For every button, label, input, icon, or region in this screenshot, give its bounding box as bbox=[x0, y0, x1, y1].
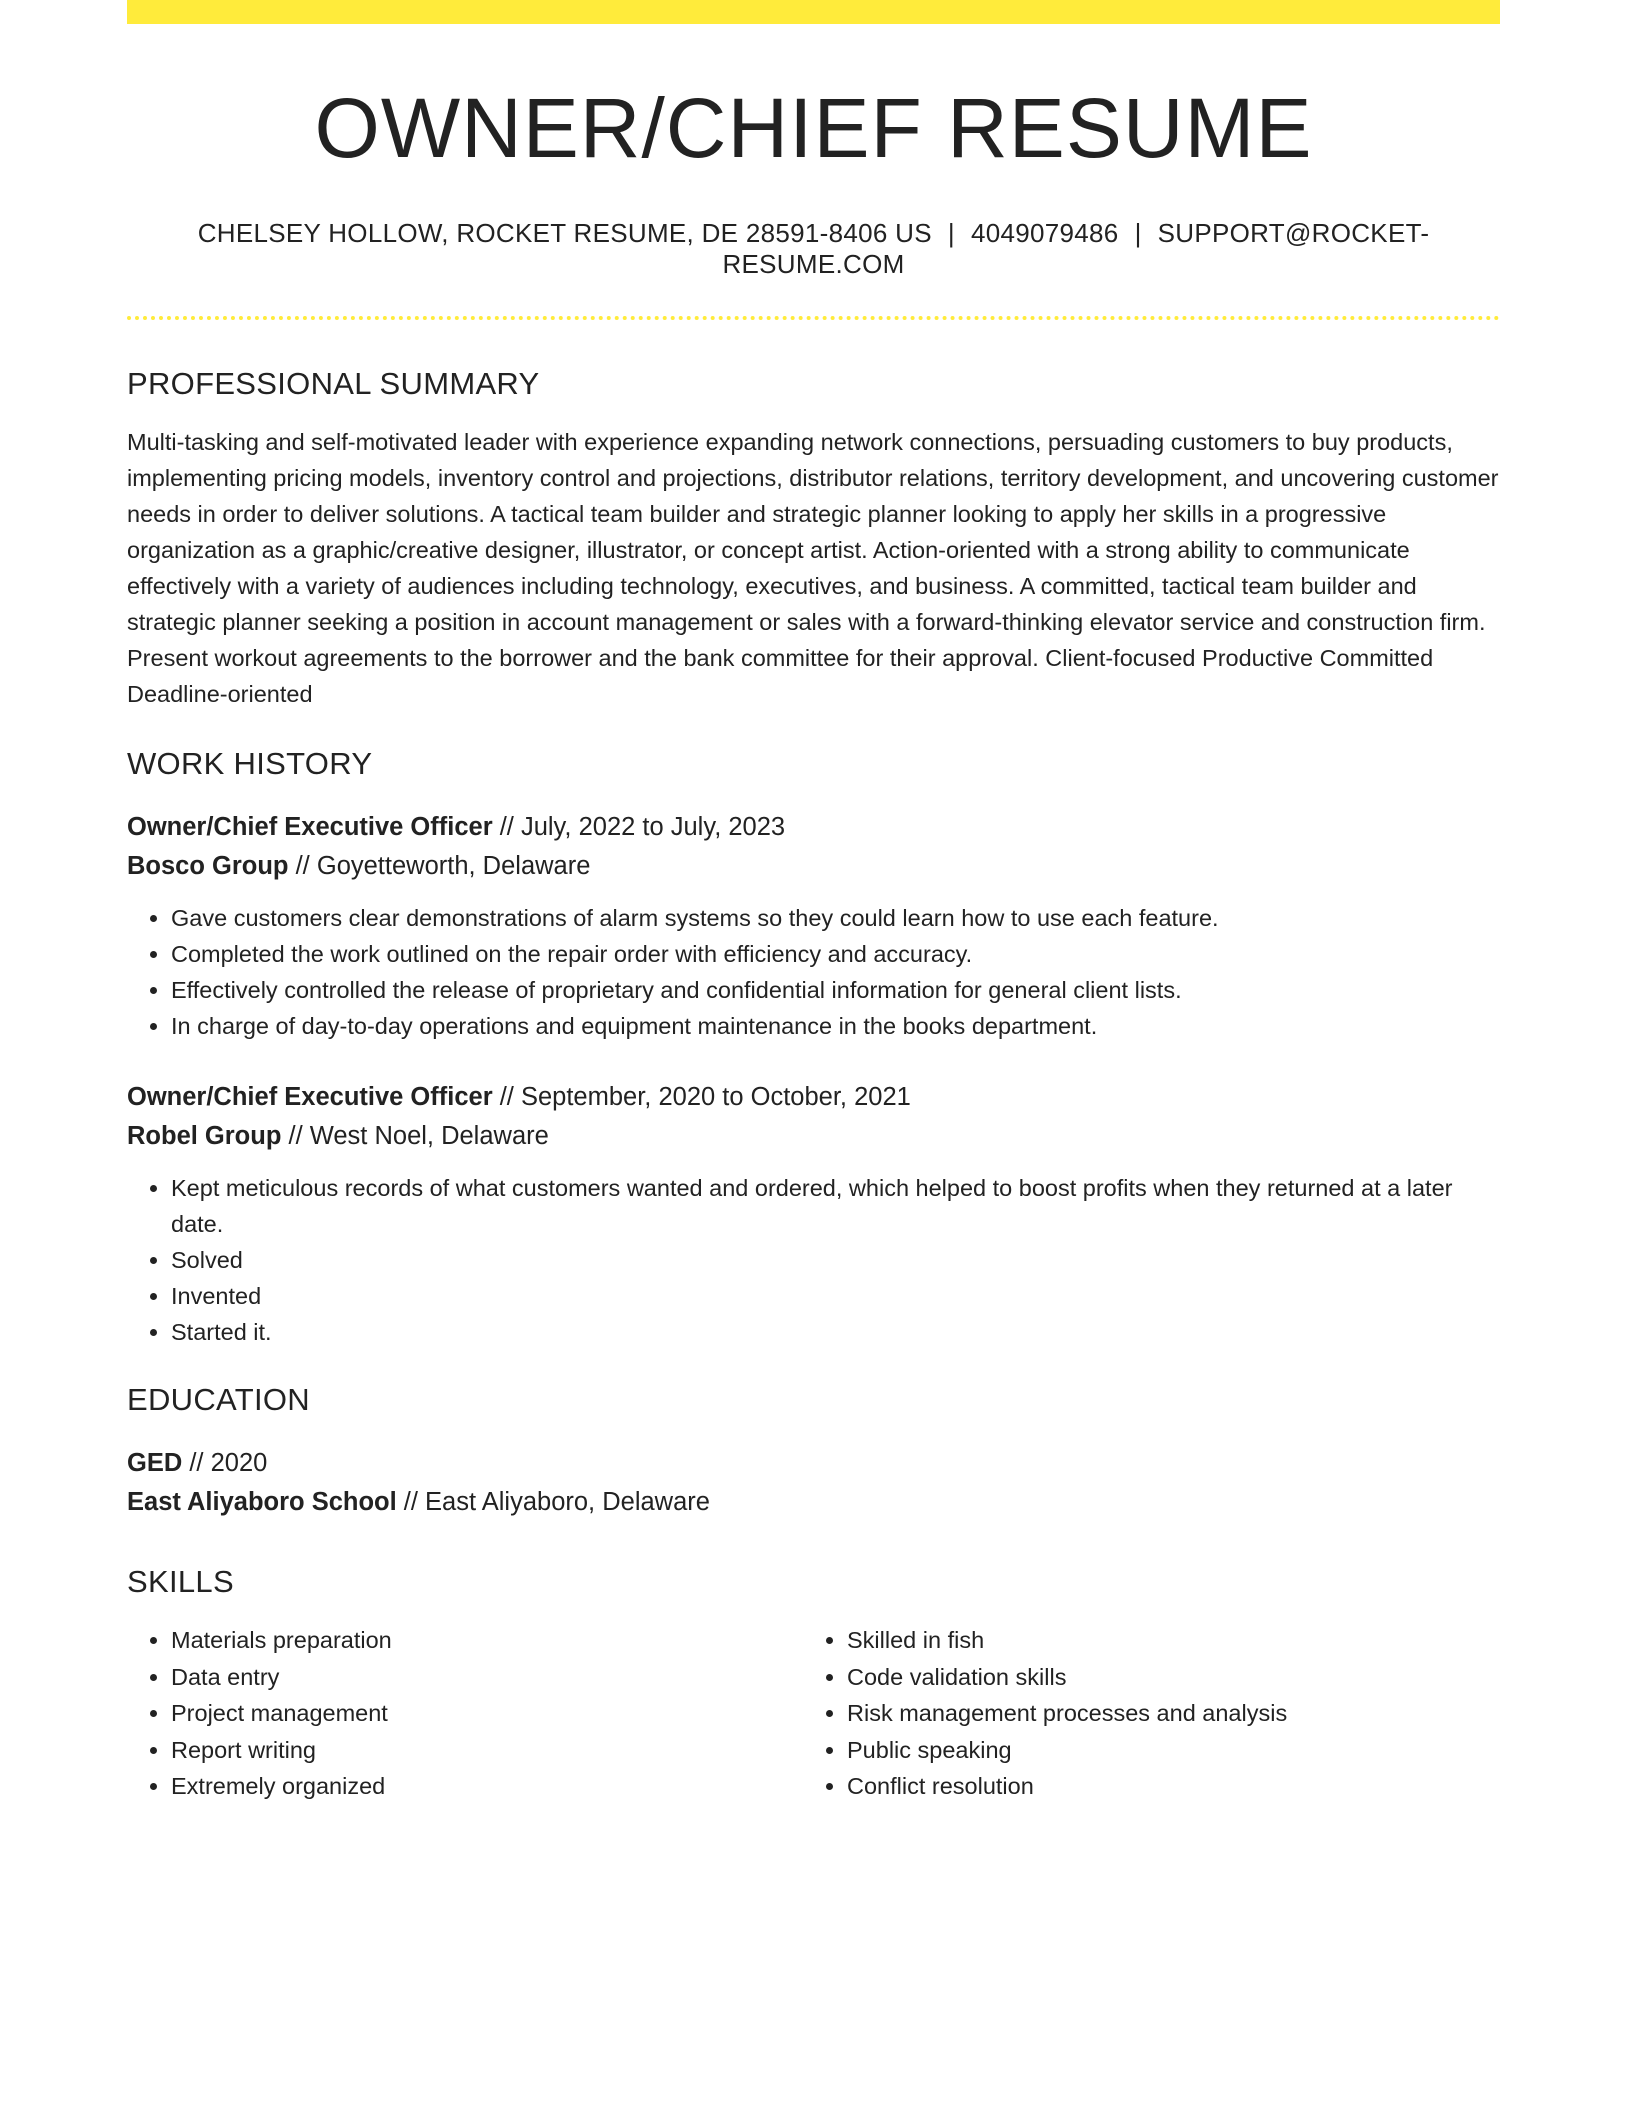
skill-item: • Code validation skills bbox=[847, 1659, 1479, 1696]
job-location: // West Noel, Delaware bbox=[281, 1122, 549, 1151]
skill-item: • Public speaking bbox=[847, 1732, 1479, 1769]
job-bullet: • Solved bbox=[171, 1242, 1500, 1278]
job-role: Owner/Chief Executive Officer bbox=[127, 1083, 493, 1112]
job-bullet: • Started it. bbox=[171, 1314, 1500, 1350]
contact-line bbox=[127, 218, 1500, 280]
job-company: Robel Group bbox=[127, 1122, 282, 1151]
job-role-line bbox=[127, 1078, 1500, 1117]
skill-item: • Materials preparation bbox=[171, 1622, 803, 1659]
job-bullets bbox=[127, 1170, 1500, 1350]
resume-page bbox=[127, 0, 1500, 1805]
job-location: // Goyetteworth, Delaware bbox=[288, 852, 591, 881]
job-bullets bbox=[127, 900, 1500, 1044]
skills-list bbox=[803, 1622, 1479, 1805]
job-role-line bbox=[127, 808, 1500, 847]
dotted-divider bbox=[127, 316, 1500, 320]
top-accent-bar bbox=[127, 0, 1500, 24]
skills-grid bbox=[127, 1622, 1500, 1805]
skill-item: • Extremely organized bbox=[171, 1768, 803, 1805]
work-history-heading: WORK HISTORY bbox=[127, 746, 373, 782]
degree-year: // 2020 bbox=[182, 1449, 268, 1478]
degree-line bbox=[127, 1444, 1500, 1483]
summary-heading: PROFESSIONAL SUMMARY bbox=[127, 366, 540, 402]
school-line bbox=[127, 1483, 1500, 1522]
job-entry bbox=[127, 808, 1500, 1044]
skills-heading: SKILLS bbox=[127, 1564, 234, 1600]
contact-email: SUPPORT@ROCKET-RESUME.COM bbox=[722, 218, 1430, 280]
job-dates: // July, 2022 to July, 2023 bbox=[492, 813, 786, 842]
skill-item: • Data entry bbox=[171, 1659, 803, 1696]
skills-column-right bbox=[803, 1622, 1479, 1805]
job-bullet: • In charge of day-to-day operations and equipment maintenance in the books department. bbox=[171, 1008, 1500, 1044]
skills-list bbox=[127, 1622, 803, 1805]
skill-item: • Skilled in fish bbox=[847, 1622, 1479, 1659]
skill-item: • Risk management processes and analysis bbox=[847, 1695, 1479, 1732]
school-location: // East Aliyaboro, Delaware bbox=[396, 1488, 710, 1517]
job-bullet: • Gave customers clear demonstrations of alarm systems so they could learn how to use each feature. bbox=[171, 900, 1500, 936]
skill-item: • Conflict resolution bbox=[847, 1768, 1479, 1805]
contact-separator: | bbox=[1134, 218, 1142, 249]
contact-phone: 4049079486 bbox=[970, 218, 1119, 249]
job-company-line bbox=[127, 1117, 1500, 1156]
job-role: Owner/Chief Executive Officer bbox=[127, 813, 493, 842]
skill-item: • Report writing bbox=[171, 1732, 803, 1769]
job-company-line bbox=[127, 847, 1500, 886]
school: East Aliyaboro School bbox=[127, 1488, 397, 1517]
resume-title: OWNER/CHIEF RESUME bbox=[314, 81, 1313, 175]
skill-item: • Project management bbox=[171, 1695, 803, 1732]
degree: GED bbox=[127, 1449, 183, 1478]
job-company: Bosco Group bbox=[127, 852, 289, 881]
education-heading: EDUCATION bbox=[127, 1382, 310, 1418]
education-entry bbox=[127, 1444, 1500, 1522]
contact-separator: | bbox=[947, 218, 955, 249]
job-bullet: • Effectively controlled the release of proprietary and confidential information for general client lists. bbox=[171, 972, 1500, 1008]
summary-text: Multi-tasking and self-motivated leader with experience expanding network connections, persuading customers to buy products, implementing pricing models, inventory control and projections, distributor relations, territory development, and uncovering customer needs in order to deliver solutions. A tactical team builder and strategic planner looking to apply her skills in a progressive organization as a graphic/creative designer, illustrator, or concept artist. Action-oriented with a strong ability to communicate effectively with a variety of audiences including technology, executives, and business. A committed, tactical team builder and strategic planner seeking a position in account management or sales with a forward-thinking elevator service and construction firm. Present workout agreements to the borrower and the bank committee for their approval. Client-focused Productive Committed Deadline-oriented bbox=[127, 429, 1499, 708]
job-dates: // September, 2020 to October, 2021 bbox=[492, 1083, 911, 1112]
skills-column-left bbox=[127, 1622, 803, 1805]
job-bullet: • Completed the work outlined on the repair order with efficiency and accuracy. bbox=[171, 936, 1500, 972]
contact-address: CHELSEY HOLLOW, ROCKET RESUME, DE 28591-8406 US bbox=[197, 218, 932, 249]
job-bullet: • Kept meticulous records of what customers wanted and ordered, which helped to boost profits when they returned at a later date. bbox=[171, 1170, 1500, 1242]
job-bullet: • Invented bbox=[171, 1278, 1500, 1314]
job-entry bbox=[127, 1078, 1500, 1350]
